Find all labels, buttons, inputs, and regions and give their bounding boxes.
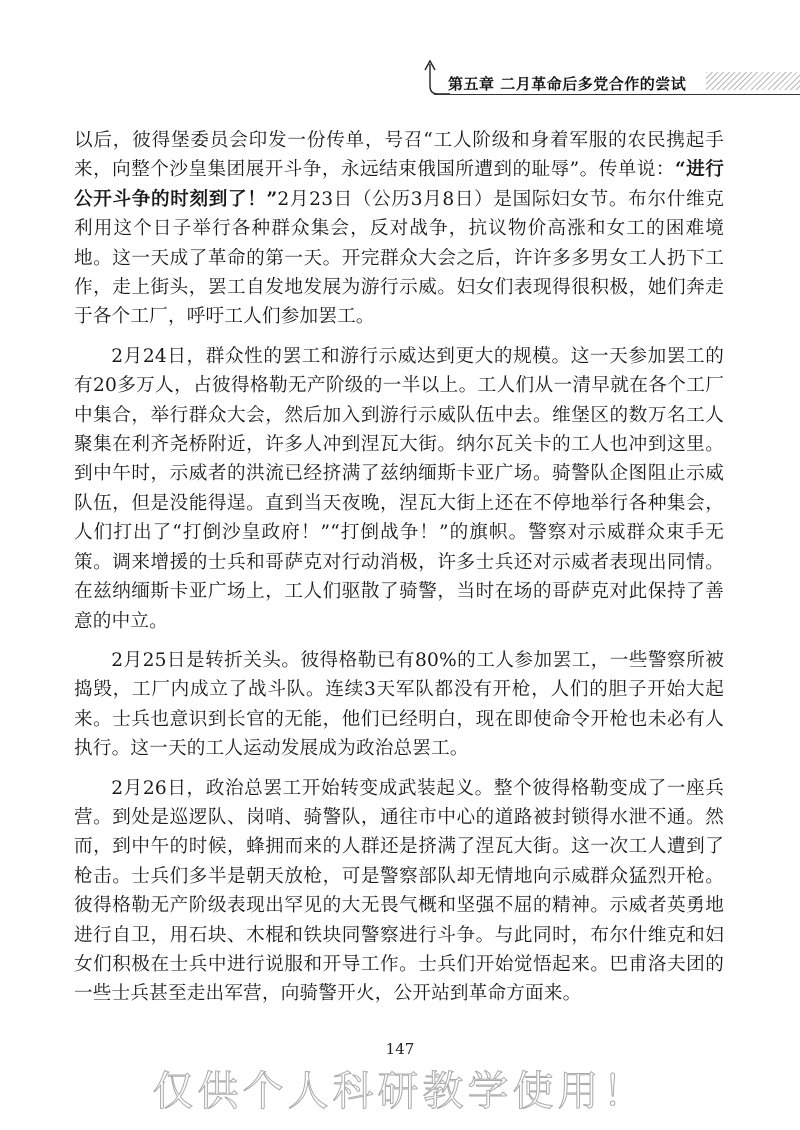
running-header <box>420 58 800 98</box>
page-number: 147 <box>385 1040 415 1058</box>
header-hatch-decoration <box>706 72 800 90</box>
chapter-title: 第五章 二月革命后多党合作的尝试 <box>448 75 687 93</box>
body-text <box>74 126 724 1019</box>
leaflet-quote: “进行公开斗争的时刻到了！” <box>74 159 724 210</box>
paragraph: 2月24日，群众性的罢工和游行示威达到更大的规模。这一天参加罢工的有20多万人，占彼得格勒无产阶级的一半以上。工人们从一清早就在各个工厂中集合，举行群众大会，然后加入到游行示威队伍中去。维堡区的数万名工人聚集在利齐尧桥附近，许多人冲到涅瓦大街。纳尔瓦关卡的工人也冲到这里。到中午时，示威者的洪流已经挤满了兹纳缅斯卡亚广场。骑警队企图阻止示威队伍，但是没能得逞。直到当天夜晚，涅瓦大街上还在不停地举行各种集会，人们打出了“打倒沙皇政府！”“打倒战争！”的旗帜。警察对示威群众束手无策。调来增援的士兵和哥萨克对行动消极，许多士兵还对示威者表现出同情。在兹纳缅斯卡亚广场上，工人们驱散了骑警，当时在场的哥萨克对此保持了善意的中立。 <box>74 345 724 632</box>
paragraph <box>74 126 724 332</box>
up-arrow-icon <box>420 58 450 98</box>
paragraph-tail: 2月23日（公历3月8日）是国际妇女节。布尔什维克利用这个日子举行各种群众集会，反对战争，抗议物价高涨和女工的困难境地。这一天成了革命的第一天。开完群众大会之后，许许多多男女工人扔下工作，走上街头，罢工自发地发展为游行示威。妇女们表现得很积极，她们奔走于各个工厂，呼吁工人们参加罢工。 <box>74 188 724 328</box>
paragraph: 2月25日是转折关头。彼得格勒已有80%的工人参加罢工，一些警察所被捣毁，工厂内成立了战斗队。连续3天军队都没有开枪，人们的胆子开始大起来。士兵也意识到长官的无能，他们已经明白，现在即使命令开枪也未必有人执行。这一天的工人运动发展成为政治总罢工。 <box>74 649 724 760</box>
paragraph-lead: 以后，彼得堡委员会印发一份传单，号召“工人阶级和身着军服的农民携起手来，向整个沙皇集团展开斗争，永远结束俄国所遭到的耻辱”。传单说： <box>74 130 724 181</box>
watermark: 仅供个人科研教学使用！ <box>152 1067 648 1115</box>
paragraph: 2月26日，政治总罢工开始转变成武装起义。整个彼得格勒变成了一座兵营。到处是巡逻队、岗哨、骑警队，通往市中心的道路被封锁得水泄不通。然而，到中午的时候，蜂拥而来的人群还是挤满了涅瓦大街。这一次工人遭到了枪击。士兵们多半是朝天放枪，可是警察部队却无情地向示威群众猛烈开枪。彼得格勒无产阶级表现出罕见的大无畏气概和坚强不屈的精神。示威者英勇地进行自卫，用石块、木棍和铁块同警察进行斗争。与此同时，布尔什维克和妇女们积极在士兵中进行说服和开导工作。士兵们开始觉悟起来。巴甫洛夫团的一些士兵甚至走出军营，向骑警开火，公开站到革命方面来。 <box>74 777 724 1005</box>
header-rule <box>434 94 800 95</box>
